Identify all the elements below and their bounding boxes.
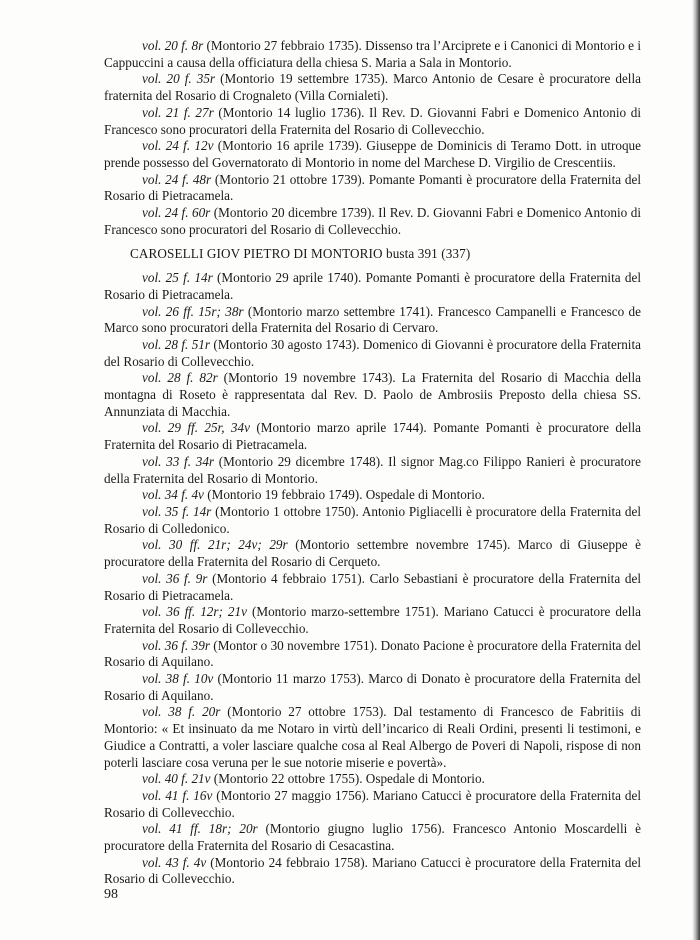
archive-entry [104, 771, 641, 788]
volume-reference: vol. 43 f. 4v [142, 854, 207, 870]
volume-reference: vol. 21 f. 27r [142, 104, 214, 120]
archive-entry [104, 138, 641, 171]
entry-text: (Montorio 21 ottobre 1739). Pomante Pomanti è procuratore della Fraternita del Rosario di Pietracamela. [104, 171, 641, 204]
volume-reference: vol. 33 f. 34r [142, 453, 215, 469]
volume-reference: vol. 20 f. 8r [142, 38, 204, 53]
archive-entry [104, 71, 641, 104]
archive-entry [104, 172, 641, 205]
archive-entry [104, 537, 641, 570]
archive-entry [104, 704, 641, 771]
entries-after-heading [104, 270, 641, 888]
volume-reference: vol. 38 f. 20r [142, 704, 221, 720]
entry-text: (Montorio 27 ottobre 1753). Dal testamento di Francesco de Fabritiis di Montorio: « Et insinuato da me Notaro in virtù dell’incarico di Reali Ordini, presenti li testimoni, e Giudice a Contratti, a voler lasciare qualche cosa al Real Albergo de Poveri di Napoli, rispose di non poterli lasciare cosa veruna per le sue notorie miserie e povertà». [104, 704, 641, 770]
entry-text: (Montorio 19 febbraio 1749). Ospedale di Montorio. [203, 487, 485, 503]
archive-entry [104, 370, 641, 420]
entry-text: (Montorio 4 febbraio 1751). Carlo Sebastiani è procuratore della Fraternita del Rosario di Pietracamela. [104, 570, 641, 603]
entry-text: (Montorio marzo settembre 1741). Francesco Campanelli e Francesco de Marco sono procuratori della Fraternita del Rosario di Cervaro. [104, 303, 641, 336]
volume-reference: vol. 41 f. 16v [142, 787, 213, 803]
archive-entry [104, 38, 641, 71]
entry-text: (Montorio 27 maggio 1756). Mariano Catucci è procuratore della Fraternita del Rosario di Collevecchio. [104, 787, 641, 820]
entry-text: (Montorio 1 ottobre 1750). Antonio Pigliacelli è procuratore della Fraternita del Rosario di Colledonico. [104, 503, 641, 536]
entry-text: (Montorio 19 settembre 1735). Marco Antonio de Cesare è procuratore della fraternita del Rosario di Crognaleto (Villa Cornialeti). [104, 71, 641, 104]
volume-reference: vol. 28 f. 82r [142, 370, 218, 386]
archive-entry [104, 671, 641, 704]
entry-text: (Montorio 11 marzo 1753). Marco di Donato è procuratore della Fraternita del Rosario di Aquilano. [104, 671, 641, 703]
entry-text: (Montorio 24 febbraio 1758). Mariano Catucci è procuratore della Fraternita del Rosario di Collevecchio. [104, 854, 641, 887]
entry-text: (Montor o 30 novembre 1751). Donato Pacione è procuratore della Fraternita del Rosario di Aquilano. [104, 637, 641, 670]
entry-text: (Montorio marzo-settembre 1751). Mariano Catucci è procuratore della Fraternita del Rosario di Collevecchio. [104, 604, 641, 636]
page-edge-shadow [692, 0, 700, 940]
volume-reference: vol. 26 ff. 15r; 38r [142, 303, 244, 319]
entry-text: (Montorio 14 luglio 1736). Il Rev. D. Giovanni Fabri e Domenico Antonio di Francesco sono procuratori della Fraternita del Rosario di Collevecchio. [104, 104, 641, 137]
entries-before-heading [104, 38, 641, 238]
archive-entry [104, 571, 641, 604]
section-heading: CAROSELLI GIOV PIETRO DI MONTORIO busta 391 (337) [130, 246, 471, 262]
archive-entry [104, 821, 641, 854]
entry-text: (Montorio 19 novembre 1743). La Fraternita del Rosario di Macchia della montagna di Roseto è rappresentata dal Rev. D. Paolo de Ambrosiis Preposto della chiesa SS. Annunziata di Macchia. [104, 370, 641, 419]
volume-reference: vol. 24 f. 48r [142, 171, 212, 187]
entry-text: (Montorio 16 aprile 1739). Giuseppe de Dominicis di Teramo Dott. in utroque prende possesso del Governatorato di Montorio in nome del Marchese D. Virgilio de Crescentiis. [104, 138, 641, 170]
volume-reference: vol. 41 ff. 18r; 20r [142, 821, 258, 837]
volume-reference: vol. 29 ff. 25r, 34v [142, 420, 250, 436]
volume-reference: vol. 24 f. 12v [142, 138, 214, 154]
archive-entry [104, 205, 641, 238]
volume-reference: vol. 20 f. 35r [142, 71, 216, 87]
archive-entry [104, 270, 641, 303]
entry-text: (Montorio 22 ottobre 1755). Ospedale di Montorio. [210, 771, 485, 787]
archive-entry [104, 638, 641, 671]
page-number: 98 [104, 887, 118, 902]
text-column [104, 38, 641, 888]
archive-entry [104, 454, 641, 487]
volume-reference: vol. 36 ff. 12r; 21v [142, 604, 247, 620]
archive-entry [104, 304, 641, 337]
volume-reference: vol. 35 f. 14r [142, 503, 212, 519]
volume-reference: vol. 25 f. 14r [142, 270, 213, 286]
volume-reference: vol. 28 f. 51r [142, 336, 211, 352]
entry-text: (Montorio 20 dicembre 1739). Il Rev. D. Giovanni Fabri e Domenico Antonio di Francesco sono procuratori del Rosario di Collevecchio. [104, 205, 641, 237]
volume-reference: vol. 40 f. 21v [142, 771, 211, 787]
entry-text: (Montorio settembre novembre 1745). Marco di Giuseppe è procuratore della Fraternita del Rosario di Cerqueto. [104, 537, 642, 570]
archive-entry [104, 487, 641, 504]
volume-reference: vol. 36 f. 9r [142, 570, 208, 586]
archive-entry [104, 788, 641, 821]
entry-text: (Montorio 29 dicembre 1748). Il signor Mag.co Filippo Ranieri è procuratore della Fraternita del Rosario di Montorio. [104, 453, 641, 486]
archive-entry [104, 420, 641, 453]
archive-entry [104, 105, 641, 138]
archive-entry [104, 604, 641, 637]
archive-entry [104, 337, 641, 370]
volume-reference: vol. 36 f. 39r [142, 637, 210, 653]
entry-text: (Montorio 27 febbraio 1735). Dissenso tra l’Arciprete e i Canonici di Montorio e i Cappuccini a causa della officiatura della chiesa S. Maria a Sala in Montorio. [104, 38, 641, 70]
volume-reference: vol. 24 f. 60r [142, 205, 211, 221]
entry-text: (Montorio 29 aprile 1740). Pomante Pomanti è procuratore della Fraternita del Rosario di Pietracamela. [104, 270, 641, 302]
volume-reference: vol. 30 ff. 21r; 24v; 29r [142, 537, 288, 553]
entry-text: (Montorio marzo aprile 1744). Pomante Pomanti è procuratore della Fraternita del Rosario di Pietracamela. [104, 420, 642, 453]
volume-reference: vol. 34 f. 4v [142, 487, 204, 503]
archive-entry [104, 504, 641, 537]
entry-text: (Montorio giugno luglio 1756). Francesco Antonio Moscardelli è procuratore della Fraternita del Rosario di Cesacastina. [104, 821, 641, 854]
volume-reference: vol. 38 f. 10v [142, 671, 214, 687]
archive-entry [104, 855, 641, 888]
entry-text: (Montorio 30 agosto 1743). Domenico di Giovanni è procuratore della Fraternita del Rosario di Collevecchio. [104, 336, 641, 369]
